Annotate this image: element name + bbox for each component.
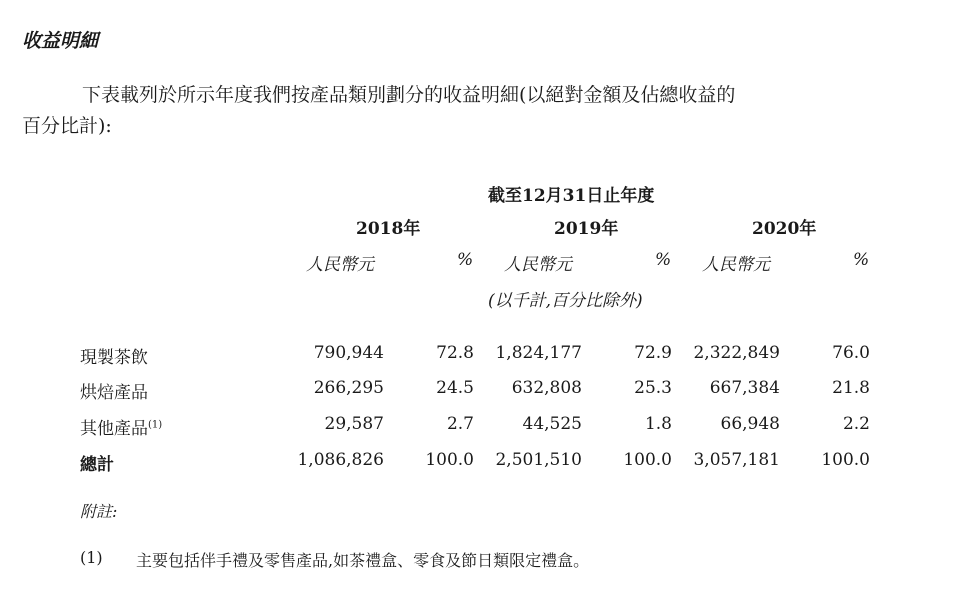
- value-2018-amount: 790,944: [313, 343, 384, 363]
- value-2019-percent: 72.9: [634, 343, 672, 363]
- row-label: [80, 414, 162, 439]
- row-label: 烘焙產品: [80, 383, 148, 403]
- unit-note: (以千計,百分比除外): [488, 291, 643, 311]
- year-header-2020: 2020年: [752, 219, 817, 239]
- amount-header-2020: 人民幣元: [702, 255, 770, 275]
- percent-header-2020: %: [853, 250, 870, 270]
- value-2020-amount: 667,384: [709, 378, 780, 398]
- intro-paragraph: [22, 80, 882, 142]
- amount-header-2018: 人民幣元: [306, 255, 374, 275]
- value-2019-amount: 632,808: [511, 378, 582, 398]
- value-2019-percent: 25.3: [634, 378, 672, 398]
- intro-line-1: 下表載列於所示年度我們按產品類別劃分的收益明細(以絕對金額及佔總收益的: [82, 84, 736, 106]
- table-row: [0, 378, 960, 408]
- value-2018-percent: 72.8: [436, 343, 474, 363]
- value-2018-percent: 24.5: [436, 378, 474, 398]
- row-label-text: 其他產品: [80, 419, 148, 439]
- value-2018-amount: 1,086,826: [297, 450, 384, 470]
- percent-header-2019: %: [655, 250, 672, 270]
- year-header-2018: 2018年: [356, 219, 421, 239]
- footnote-ref: (1): [148, 419, 163, 431]
- value-2020-percent: 100.0: [821, 450, 870, 470]
- value-2018-amount: 266,295: [313, 378, 384, 398]
- value-2019-amount: 44,525: [522, 414, 582, 434]
- footnote-text: 主要包括伴手禮及零售產品,如茶禮盒、零食及節日類限定禮盒。: [136, 551, 590, 570]
- amount-header-2019: 人民幣元: [504, 255, 572, 275]
- total-label: 總計: [80, 455, 114, 475]
- total-row: [0, 450, 960, 480]
- table-row: [0, 414, 960, 444]
- intro-line-2: 百分比計):: [22, 115, 112, 137]
- row-label: 現製茶飲: [80, 348, 148, 368]
- notes-title: 附註:: [80, 502, 118, 521]
- value-2019-percent: 100.0: [623, 450, 672, 470]
- value-2020-amount: 2,322,849: [693, 343, 780, 363]
- period-header: 截至12月31日止年度: [488, 186, 655, 206]
- percent-header-2018: %: [457, 250, 474, 270]
- year-header-2019: 2019年: [554, 219, 619, 239]
- value-2020-amount: 3,057,181: [693, 450, 780, 470]
- value-2018-percent: 2.7: [446, 414, 474, 434]
- footnote-marker: (1): [80, 548, 103, 567]
- value-2020-amount: 66,948: [720, 414, 780, 434]
- value-2020-percent: 76.0: [832, 343, 870, 363]
- value-2019-percent: 1.8: [644, 414, 672, 434]
- value-2019-amount: 1,824,177: [495, 343, 582, 363]
- table-row: [0, 343, 960, 373]
- value-2020-percent: 2.2: [842, 414, 870, 434]
- section-heading: 收益明細: [22, 30, 99, 52]
- value-2020-percent: 21.8: [832, 378, 870, 398]
- value-2018-amount: 29,587: [324, 414, 384, 434]
- value-2018-percent: 100.0: [425, 450, 474, 470]
- value-2019-amount: 2,501,510: [495, 450, 582, 470]
